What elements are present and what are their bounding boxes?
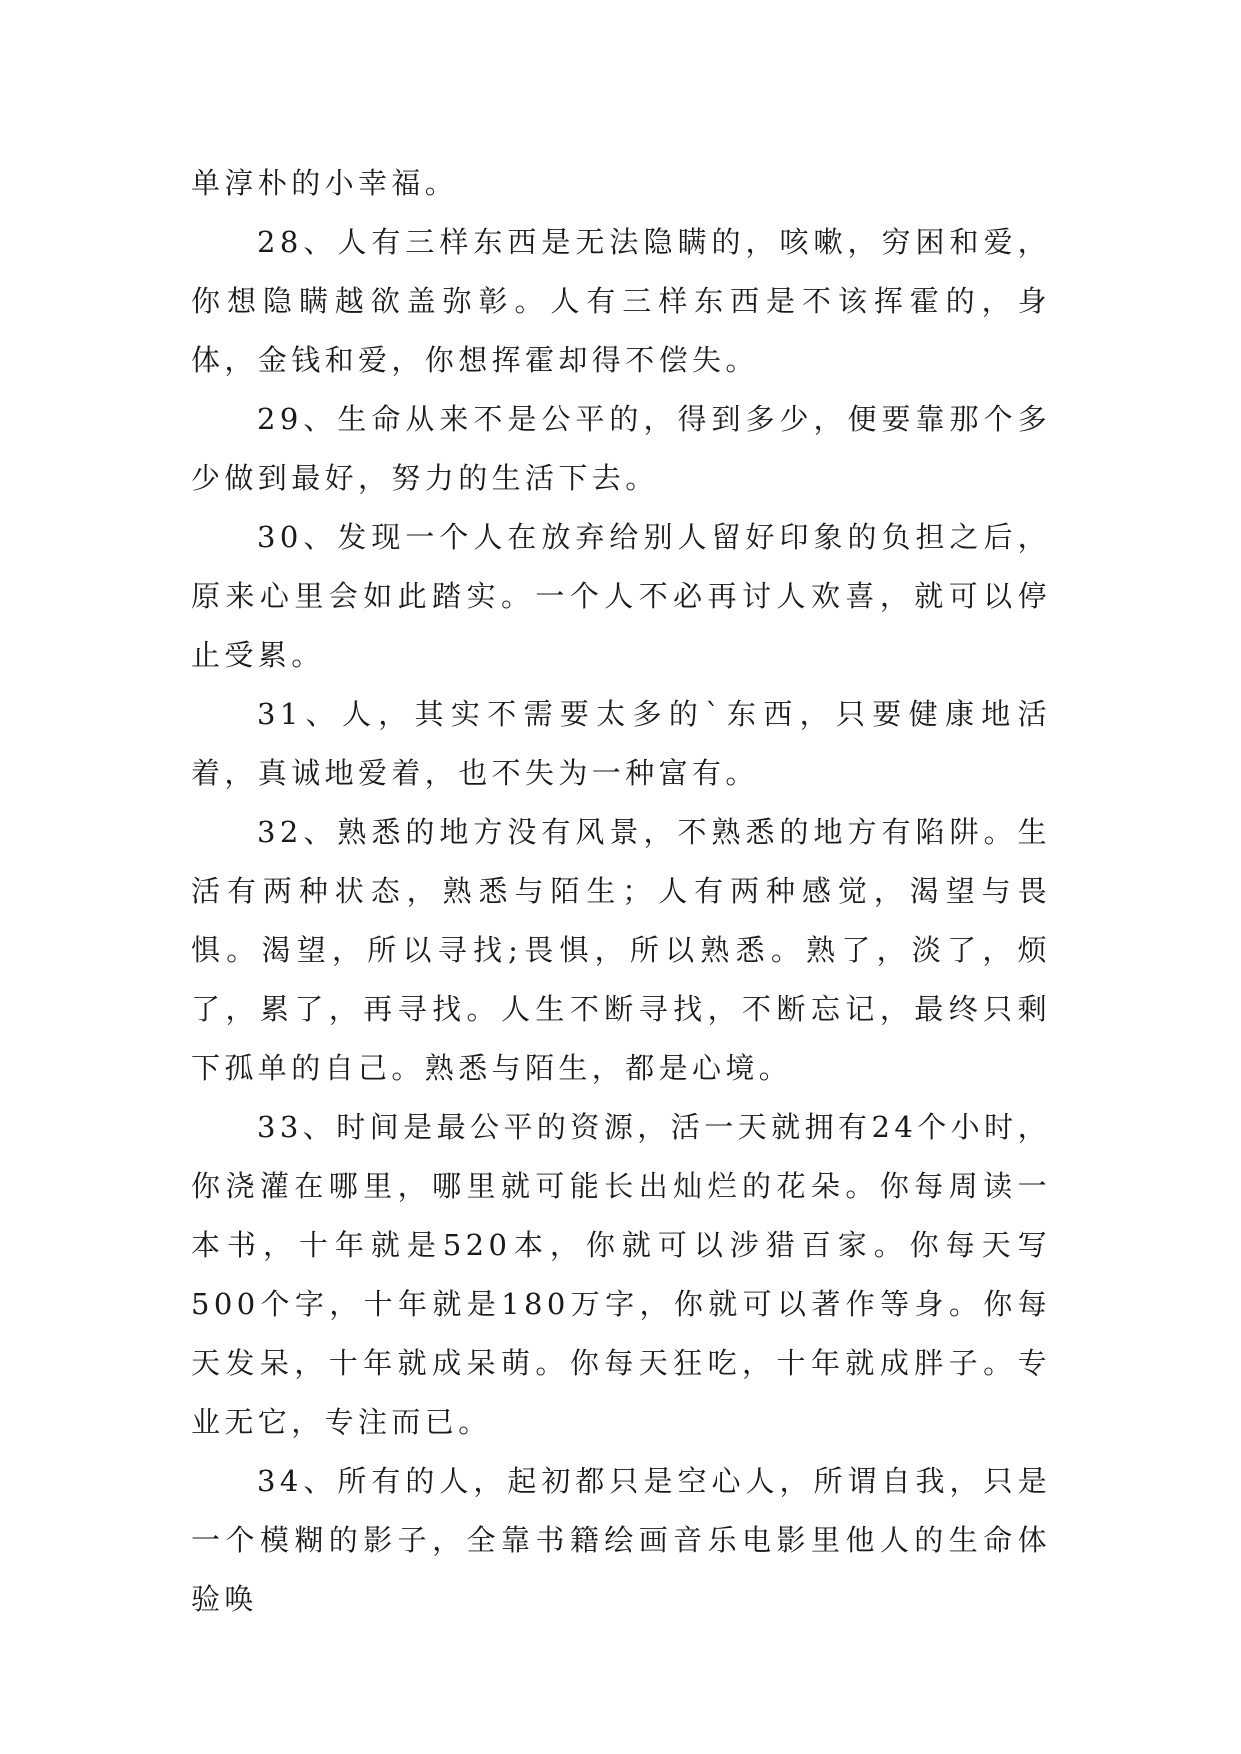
paragraph-30: 30、发现一个人在放弃给别人留好印象的负担之后，原来心里会如此踏实。一个人不必再讨人欢喜，就可以停止受累。 — [191, 520, 1051, 672]
paragraph-32: 32、熟悉的地方没有风景，不熟悉的地方有陷阱。生活有两种状态，熟悉与陌生；人有两种感觉，渴望与畏惧。渴望，所以寻找;畏惧，所以熟悉。熟了，淡了，烦了，累了，再寻找。人生不断寻找，不断忘记，最终只剩下孤单的自己。熟悉与陌生，都是心境。 — [191, 815, 1051, 1085]
paragraph-34: 34、所有的人，起初都只是空心人，所谓自我，只是一个模糊的影子，全靠书籍绘画音乐电影里他人的生命体验唤 — [191, 1464, 1051, 1616]
paragraph-continuation: 单淳朴的小幸福。 — [191, 166, 459, 200]
paragraph-28: 28、人有三样东西是无法隐瞒的，咳嗽，穷困和爱，你想隐瞒越欲盖弥彰。人有三样东西是不该挥霍的，身体，金钱和爱，你想挥霍却得不偿失。 — [191, 225, 1051, 377]
paragraph-29: 29、生命从来不是公平的，得到多少，便要靠那个多少做到最好，努力的生活下去。 — [191, 402, 1051, 495]
paragraph-33: 33、时间是最公平的资源，活一天就拥有24个小时，你浇灌在哪里，哪里就可能长出灿烂的花朵。你每周读一本书，十年就是520本，你就可以涉猎百家。你每天写500个字，十年就是180万字，你就可以著作等身。你每天发呆，十年就成呆萌。你每天狂吃，十年就成胖子。专业无它，专注而已。 — [191, 1110, 1051, 1439]
document-body — [191, 154, 1051, 1629]
paragraph-31: 31、人，其实不需要太多的`东西，只要健康地活着，真诚地爱着，也不失为一种富有。 — [191, 697, 1051, 790]
